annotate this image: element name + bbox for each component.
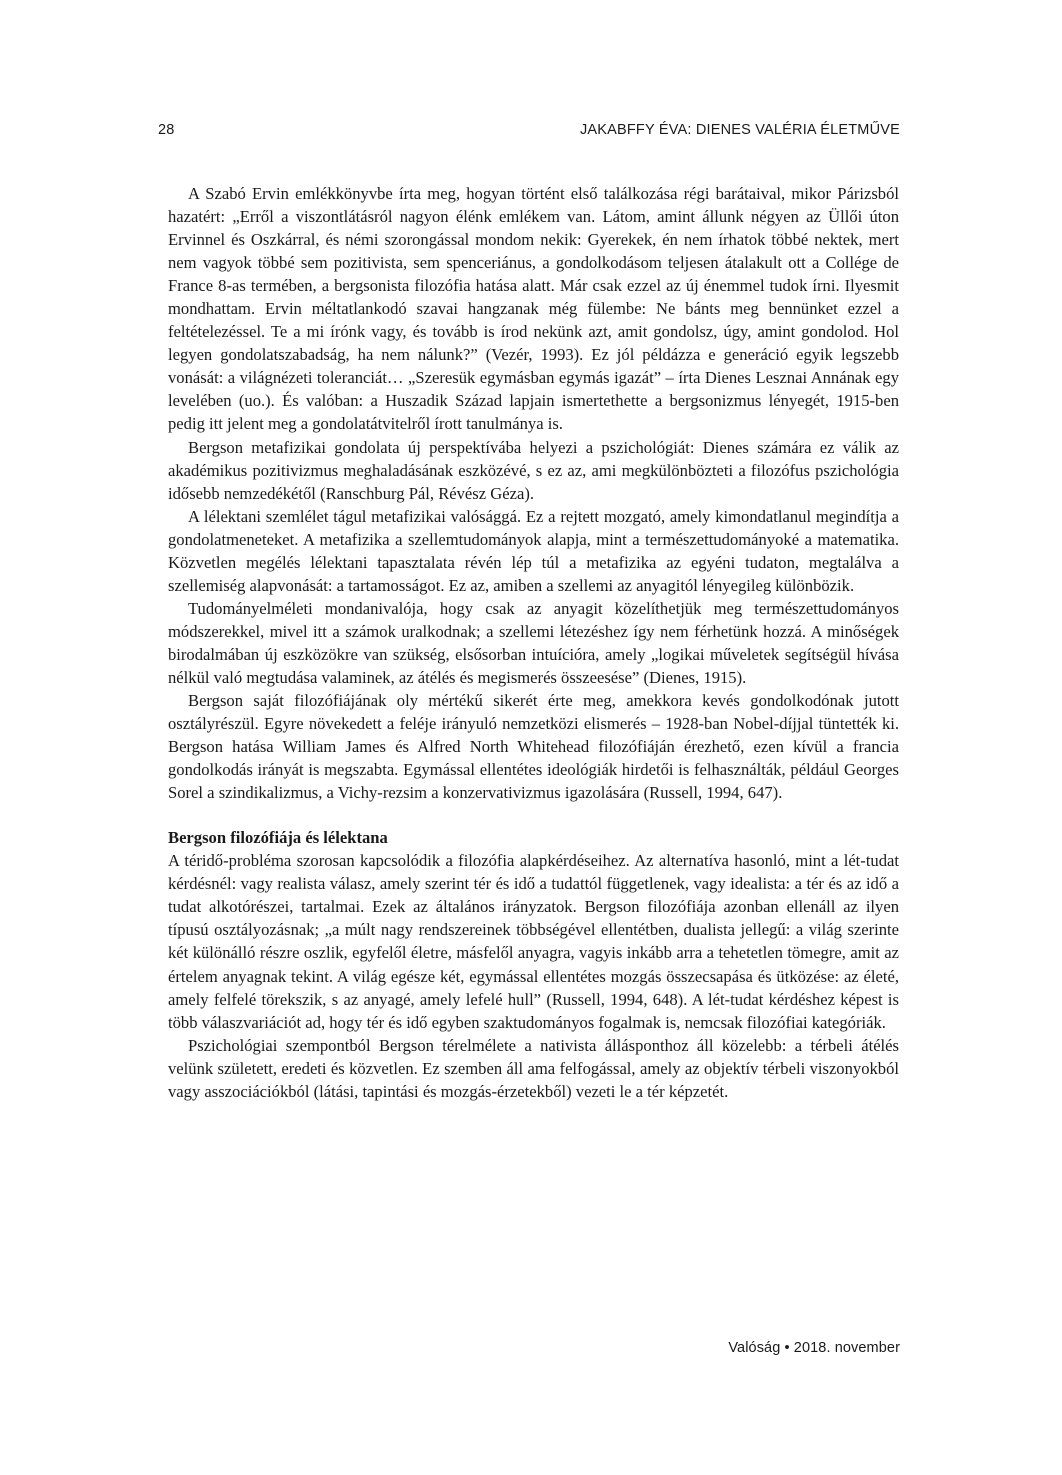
paragraph-2: Bergson metafizikai gondolata új perspektívába helyezi a pszichológiát: Dienes számára ez válik az akadémikus pozitivizmus meghaladásának eszközévé, s ez az, ami megkülönbözteti a filozófus pszichológia idősebb nemzedékétől (Ranschburg Pál, Révész Géza). xyxy=(168,437,899,503)
page-number: 28 xyxy=(158,122,175,138)
section-heading: Bergson filozófiája és lélektana xyxy=(168,828,388,848)
paragraph-5: Bergson saját filozófiájának oly mértékű sikerét érte meg, amekkora kevés gondolkodónak jutott osztályrészül. Egyre növekedett a feléje irányuló nemzetközi elismerés – 1928-ban Nobel-díjjal tüntették ki. Bergson hatása William James és Alfred North Whitehead filozófiáján érezhető, ezen kívül a francia gondolkodás irányát is megszabta. Egymással ellentétes ideológiák hirdetői is felhasználták, például Georges Sorel a szindikalizmus, a Vichy-rezsim a konzervativizmus igazolására (Russell, 1994, 647). xyxy=(168,691,899,803)
section-paragraph-1: A téridő-probléma szorosan kapcsolódik a filozófia alapkérdéseihez. Az alternatíva hasonló, mint a lét-tudat kérdésnél: vagy realista válasz, amely szerint tér és idő a tudattól függetlenek, vagy idealista: a tér és az idő a tudat alkotórészei, tartalmai. Ezek az általános irányzatok. Bergson filozófiája azonban ellenáll az ilyen típusú osztályozásnak; „a múlt nagy rendszereinek többségével ellentétben, dualista jellegű: a világ szerinte két különálló részre oszlik, egyfelől életre, másfelől anyagra, vagyis inkább arra a tehetetlen tömegre, amit az értelem anyagnak tekint. A világ egésze két, egymással ellentétes mozgás összecsapása és ütközése: az életé, amely felfelé törekszik, s az anyagé, amely lefelé hull” (Russell, 1994, 648). A lét-tudat kérdéshez képest is több válaszvariációt ad, hogy tér és idő egyben szaktudományos fogalmak is, nemcsak filozófiai kategóriák. xyxy=(168,851,899,1032)
page-header xyxy=(158,122,900,144)
article-body xyxy=(168,182,899,1103)
page-footer: Valóság • 2018. november xyxy=(728,1340,900,1356)
running-title: JAKABFFY ÉVA: DIENES VALÉRIA ÉLETMŰVE xyxy=(579,122,900,138)
paragraph-1: A Szabó Ervin emlékkönyvbe írta meg, hogyan történt első találkozása régi barátaival, mikor Párizsból hazatért: „Erről a viszontlátásról nagyon élénk emlékem van. Látom, amint állunk négyen az Üllői úton Ervinnel és Oszkárral, és némi szorongással mondom nekik: Gyerekek, én nem írhatok többé nektek, mert nem vagyok többé sem pozitivista, sem spenceriánus, a gondolkodásom teljesen átalakult ott a Collége de France 8-as termében, a bergsonista filozófia hatása alatt. Már csak ezzel az új énemmel tudok írni. Ilyesmit mondhattam. Ervin méltatlankodó szavai hangzanak még fülembe: Ne bánts meg bennünket ezzel a feltételezéssel. Te a mi írónk vagy, és tovább is írod nekünk azt, amit gondolsz, úgy, amint gondolod. Hol legyen gondolatszabadság, ha nem nálunk?” (Vezér, 1993). Ez jól példázza e generáció egyik legszebb vonását: a világnézeti toleranciát… „Szeresük egymásban egymás igazát” – írta Dienes Lesznai Annának egy levelében (uo.). És valóban: a Huszadik Század lapjain ismertethette a bergsonizmus lényegét, 1915-ben pedig itt jelent meg a gondolatátvitelről írott tanulmánya is. xyxy=(168,184,899,434)
section-paragraph-2: Pszichológiai szempontból Bergson térelmélete a nativista állásponthoz áll közelebb: a térbeli átélés velünk született, eredeti és közvetlen. Ez szemben áll ama felfogással, amely az objektív térbeli viszonyokból vagy asszociációkból (látási, tapintási és mozgás-érzetekből) vezeti le a tér képzetét. xyxy=(168,1035,899,1101)
paragraph-3: A lélektani szemlélet tágul metafizikai valósággá. Ez a rejtett mozgató, amely kimondatlanul megindítja a gondolatmeneteket. A metafizika a szellemtudományok alapja, mint a természettudományoké a matematika. Közvetlen megélés lélektani tapasztalata révén lép túl a metafizika az egyéni tudaton, megtalálva a szellemiség alapvonását: a tartamosságot. Ez az, amiben a szellemi az anyagitól lényegileg különbözik. xyxy=(168,506,899,595)
paragraph-4: Tudományelméleti mondanivalója, hogy csak az anyagit közelíthetjük meg természettudományos módszerekkel, mivel itt a számok uralkodnak; a szellemi létezéshez így nem férhetünk hozzá. A minőségek birodalmában új eszközökre van szükség, elsősorban intuícióra, amely „logikai műveletek segítségül hívása nélkül való megtudása valaminek, az átélés és megismerés összeesése” (Dienes, 1915). xyxy=(168,598,899,687)
